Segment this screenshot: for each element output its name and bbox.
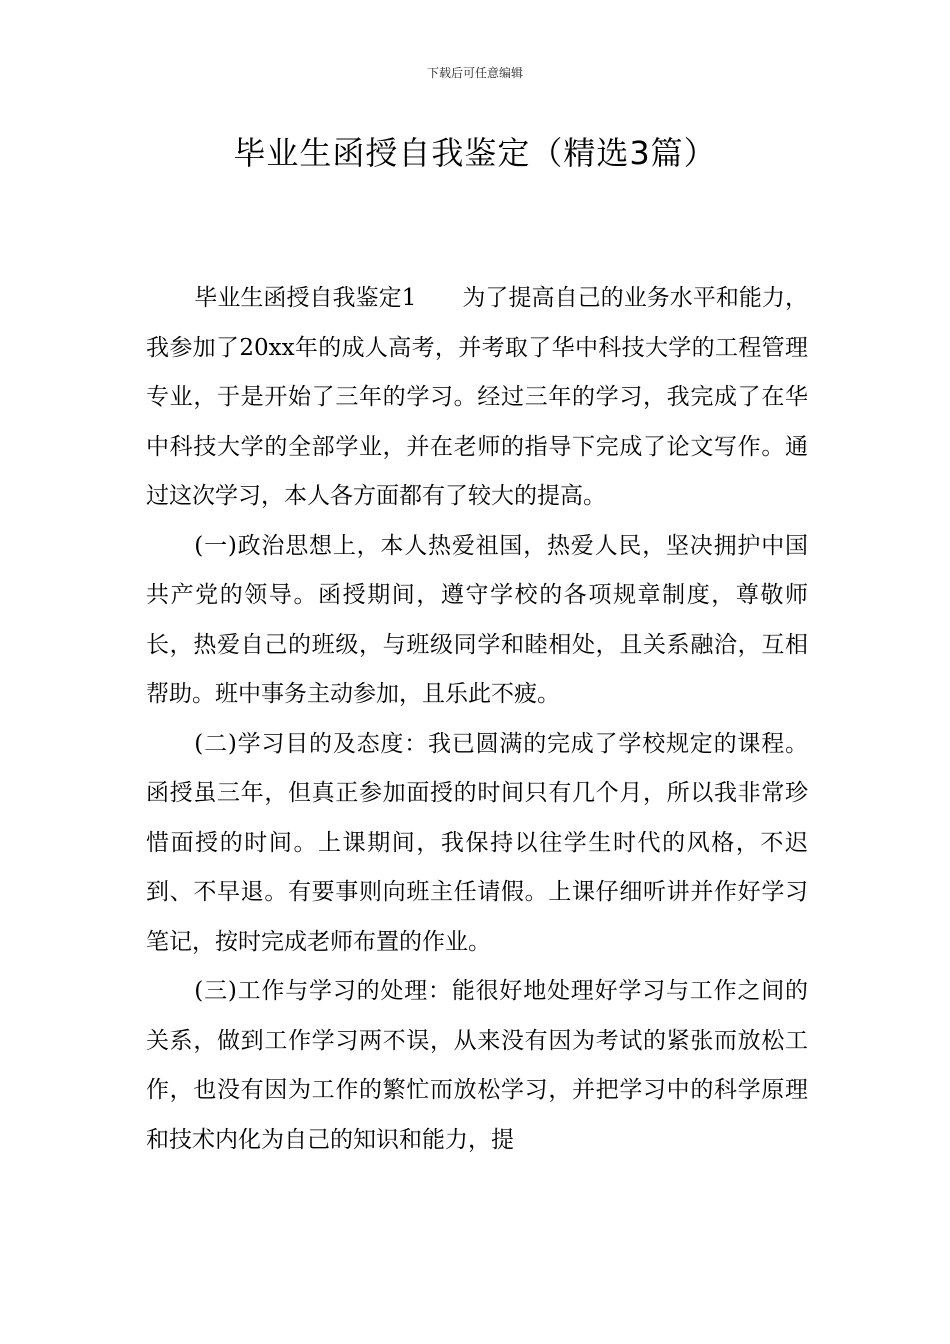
paragraph-3: (二)学习目的及态度：我已圆满的完成了学校规定的课程。函授虽三年，但真正参加面授的时间只有几个月，所以我非常珍惜面授的时间。上课期间，我保持以往学生时代的风格，不迟到、不早退。有要事则向班主任请假。上课仔细听讲并作好学习笔记，按时完成老师布置的作业。 — [146, 730, 808, 955]
paragraph-1 — [146, 274, 808, 522]
paragraph-2: (一)政治思想上，本人热爱祖国，热爱人民，坚决拥护中国共产党的领导。函授期间，遵守学校的各项规章制度，尊敬师长，热爱自己的班级，与班级同学和睦相处，且关系融洽，互相帮助。班中事务主动参加，且乐此不疲。 — [146, 532, 808, 707]
document-body — [146, 274, 808, 1165]
page-header-note: 下载后可任意编辑 — [426, 66, 523, 80]
section-heading: 毕业生函授自我鉴定1 — [194, 285, 417, 311]
paragraph-1-text: 为了提高自己的业务水平和能力，我参加了20xx年的成人高考，并考取了华中科技大学的工程管理专业，于是开始了三年的学习。经过三年的学习，我完成了在华中科技大学的全部学业，并在老师的指导下完成了论文写作。通过这次学习，本人各方面都有了较大的提高。 — [146, 285, 809, 509]
document-title: 毕业生函授自我鉴定（精选3篇） — [233, 134, 717, 172]
paragraph-4: (三)工作与学习的处理：能很好地处理好学习与工作之间的关系，做到工作学习两不误，从来没有因为考试的紧张而放松工作，也没有因为工作的繁忙而放松学习，并把学习中的科学原理和技术内化为自己的知识和能力，提 — [146, 978, 808, 1153]
